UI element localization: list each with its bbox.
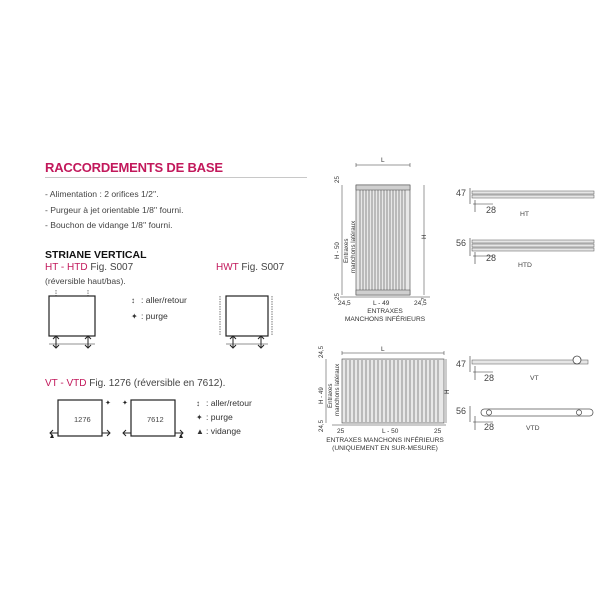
fig-hwt-heading xyxy=(216,262,284,273)
purge-icon: ✦ xyxy=(196,413,203,422)
d2-dim-25-right: 25 xyxy=(434,428,442,435)
title-divider xyxy=(45,177,307,178)
box-7612-label: 7612 xyxy=(147,415,164,424)
aller-retour-icon: ↕ xyxy=(196,399,200,408)
profile-vt-depth: 47 xyxy=(456,359,467,369)
vidange-icon: ▲ xyxy=(196,427,204,436)
d2-caption-line2: (UNIQUEMENT EN SUR-MESURE) xyxy=(332,445,438,452)
legend-purge: ✦ : purge xyxy=(131,311,168,321)
section-title: RACCORDEMENTS DE BASE xyxy=(45,160,223,175)
d1-dim-H: H xyxy=(421,234,428,239)
profile-ht-offset: 28 xyxy=(486,205,497,215)
d2-caption-line1: ENTRAXES MANCHONS INFÉRIEURS xyxy=(326,437,444,444)
profile-vtd-offset: 28 xyxy=(484,422,495,432)
fig-ht-heading xyxy=(45,262,133,273)
d1-dim-manchons: manchons latéraux xyxy=(350,220,357,273)
d1-dim-entraxes: Entraxes xyxy=(343,238,350,263)
d2-dim-L: L xyxy=(381,346,385,353)
d1-dim-L: L xyxy=(381,157,385,164)
d2-dim-l50: L - 50 xyxy=(382,428,399,435)
ht-schematic xyxy=(44,290,104,352)
legend-aller-retour: ↕ : aller/retour xyxy=(131,295,187,305)
svg-text:✦: ✦ xyxy=(105,399,111,407)
d1-caption-line1: ENTRAXES xyxy=(367,308,403,315)
bullet-bouchon: - Bouchon de vidange 1/8'' fourni. xyxy=(45,220,173,230)
d1-dim-l49: L - 49 xyxy=(373,300,390,307)
fig-vt-heading xyxy=(45,378,225,389)
profile-ht-label: HT xyxy=(520,211,530,218)
d1-dim-25-top: 25 xyxy=(334,176,341,183)
bullet-purgeur: - Purgeur à jet orientable 1/8'' fourni. xyxy=(45,205,184,215)
fig-vt-label: Fig. 1276 (réversible en 7612). xyxy=(86,378,226,389)
profile-vt xyxy=(453,354,593,394)
d1-dim-24-5-right: 24,5 xyxy=(414,300,427,307)
d2-dim-24-5-bottom: 24,5 xyxy=(318,419,325,432)
aller-retour-icon: ↕ xyxy=(131,296,135,305)
profile-vtd xyxy=(453,402,593,442)
profile-vtd-depth: 56 xyxy=(456,406,467,416)
profile-htd-offset: 28 xyxy=(486,253,497,263)
d2-dim-24-5-top: 24,5 xyxy=(318,345,325,358)
fig-ht-code: HT - HTD xyxy=(45,262,88,273)
svg-text:✦: ✦ xyxy=(122,399,128,407)
d1-caption-line2: MANCHONS INFÉRIEURS xyxy=(344,316,426,323)
profile-htd-depth: 56 xyxy=(456,238,467,248)
d1-dim-25-bottom: 25 xyxy=(334,293,341,300)
fig-ht-label: Fig. S007 xyxy=(87,262,134,273)
drawing-horizontal-radiator xyxy=(312,344,450,436)
d1-dim-24-5-left: 24,5 xyxy=(338,300,351,307)
profile-ht xyxy=(453,184,593,224)
d1-dim-7: 7 xyxy=(421,297,428,301)
purge-icon: ✦ xyxy=(131,312,138,321)
profile-ht-depth: 47 xyxy=(456,188,467,198)
profile-vtd-label: VTD xyxy=(526,425,540,432)
d1-dim-h50: H - 50 xyxy=(334,242,341,259)
d2-dim-25-left: 25 xyxy=(337,428,345,435)
fig-ht-note: (réversible haut/bas). xyxy=(45,276,126,286)
legend2-vidange: ▲ : vidange xyxy=(196,426,241,436)
d2-dim-H: H xyxy=(444,389,451,394)
profile-vt-label: VT xyxy=(530,375,539,382)
d2-dim-h49: H - 49 xyxy=(318,387,325,404)
profile-htd-label: HTD xyxy=(518,262,532,269)
d2-dim-manchons: manchons latéraux xyxy=(334,363,341,416)
legend2-aller-retour: ↕ : aller/retour xyxy=(196,398,252,408)
box-1276-label: 1276 xyxy=(74,415,91,424)
subheading-striane: STRIANE VERTICAL xyxy=(45,249,147,261)
fig-hwt-code: HWT xyxy=(216,262,239,273)
fig-vt-code: VT - VTD xyxy=(45,378,87,389)
bullet-alimentation: - Alimentation : 2 orifices 1/2''. xyxy=(45,189,159,199)
d2-dim-entraxes: Entraxes xyxy=(327,383,334,408)
fig-hwt-label: Fig. S007 xyxy=(238,262,285,273)
drawing-vertical-radiator xyxy=(320,155,450,307)
profile-vt-offset: 28 xyxy=(484,373,495,383)
legend2-purge: ✦ : purge xyxy=(196,412,233,422)
hwt-schematic xyxy=(216,290,276,352)
